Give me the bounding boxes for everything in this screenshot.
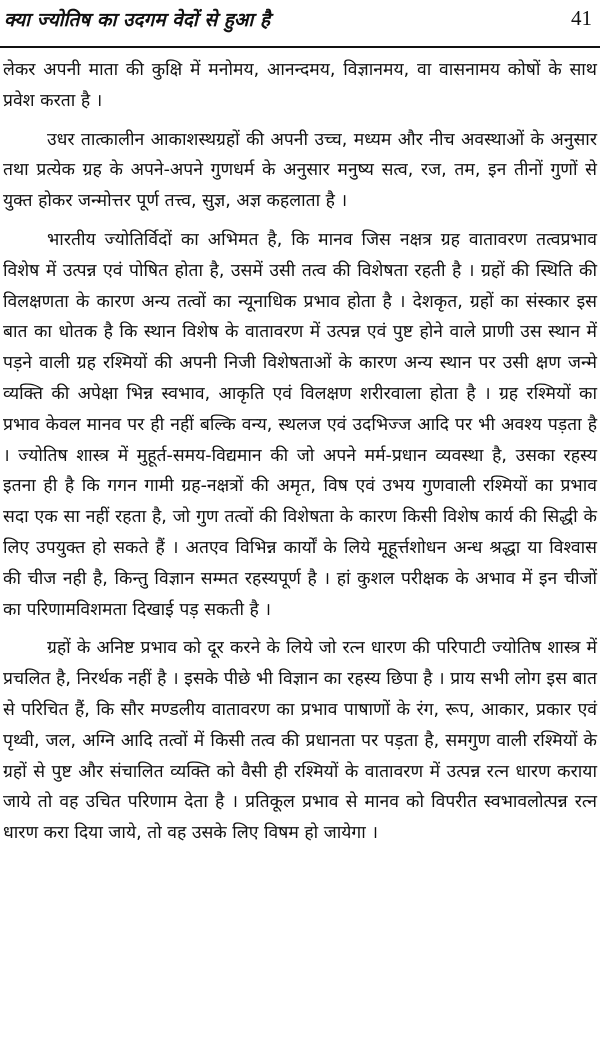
paragraph: उधर तात्कालीन आकाशस्थग्रहों की अपनी उच्च, मध्यम और नीच अवस्थाओं के अनुसार तथा प्रत्येक ग्रह के अपने-अपने गुणधर्म के अनुसार मनुष्य सत्व, रज, तम, इन तीनों गुणों से युक्त होकर जन्मोत्तर पूर्ण तत्त्व, सुज्ञ, अज्ञ कहलाता है ।: [3, 129, 597, 212]
running-title: क्या ज्योतिष का उदगम वेदों से हुआ है: [4, 9, 271, 31]
page-number: 41: [571, 6, 592, 30]
paragraph: भारतीय ज्योतिर्विदों का अभिमत है, कि मानव जिस नक्षत्र ग्रह वातावरण तत्वप्रभाव विशेष में उत्पन्न एवं पोषित होता है, उसमें उसी तत्व की विशेषता रहती है । ग्रहों की स्थिति की विलक्षणता के कारण अन्य तत्वों का न्यूनाधिक प्रभाव होता है । देशकृत, ग्रहों का संस्कार इस बात का धोतक है कि स्थान विशेष के वातावरण में उत्पन्न एवं पुष्ट होने वाले प्राणी उस स्थान में पड़ने वाली ग्रह रश्मियों की अपनी निजी विशेषताओं के कारण अन्य स्थान पर उसी क्षण जन्मे व्यक्ति की अपेक्षा भिन्न स्वभाव, आकृति एवं विलक्षण शरीरवाला होता है । ग्रह रश्मियों का प्रभाव केवल मानव पर ही नहीं बल्कि वन्य, स्थलज एवं उदभिज्ज आदि पर भी अवश्य पड़ता है । ज्योतिष शास्त्र में मुहूर्त-समय-विद्यमान की जो अपने मर्म-प्रधान व्यवस्था है, उसका रहस्य इतना ही है कि गगन गामी ग्रह-नक्षत्रों की अमृत, विष एवं उभय गुणवाली रश्मियों का प्रभाव सदा एक सा नहीं रहता है, जो गुण तत्वों की विशेषता के कारण किसी विशेष कार्य की सिद्धी के लिए उपयुक्त हो सकते हैं । अतएव विभिन्न कार्यों के लिये मूहूर्त्तशोधन अन्ध श्रद्धा या विश्वास की चीज नही है, किन्तु विज्ञान सम्मत रहस्यपूर्ण है । हां कुशल परीक्षक के अभाव में इन चीजों का परिणामविशमता दिखाई पड़ सकती है ।: [3, 229, 597, 620]
paragraph-continuation: लेकर अपनी माता की कुक्षि में मनोमय, आनन्दमय, विज्ञानमय, वा वासनामय कोषों के साथ प्रवेश करता है ।: [3, 60, 597, 111]
page-header: [0, 0, 600, 48]
body-text: [3, 55, 597, 857]
paragraph: ग्रहों के अनिष्ट प्रभाव को दूर करने के लिये जो रत्न धारण की परिपाटी ज्योतिष शास्त्र में प्रचलित है, निरर्थक नहीं है । इसके पीछे भी विज्ञान का रहस्य छिपा है । प्राय सभी लोग इस बात से परिचित हैं, कि सौर मण्डलीय वातावरण का प्रभाव पाषाणों के रंग, रूप, आकार, प्रकार एवं पृथ्वी, जल, अग्नि आदि तत्वों में किसी तत्व की प्रधानता पर पड़ता है, समगुण वाली रश्मियों के ग्रहों से पुष्ट और संचालित व्यक्ति को वैसी ही रश्मियों के वातावरण में उत्पन्न रत्न धारण कराया जाये तो वह उचित परिणाम देता है । प्रतिकूल प्रभाव से मानव को विपरीत स्वभावलोत्पन्न रत्न धारण करा दिया जाये, तो वह उसके लिए विषम हो जायेगा ।: [3, 638, 597, 844]
